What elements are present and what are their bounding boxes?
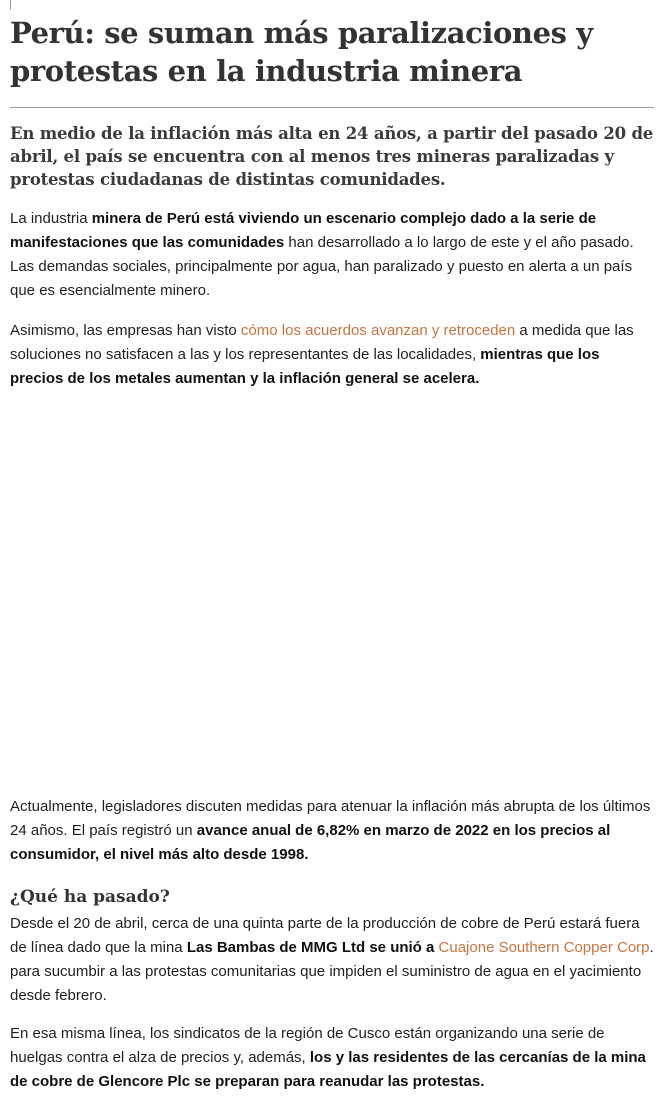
article-lead: En medio de la inflación más alta en 24 años, a partir del pasado 20 de abril, el país se encuentra con al menos tres mineras paralizadas y protestas ciudadanas de distintas comunidades. (10, 124, 654, 189)
paragraph-1-text-b: han desarrollado a lo largo de este y el año pasado. Las demandas sociales, principalmente por agua, han paralizado y puesto en alerta a un país que es esencialmente minero. (10, 234, 634, 299)
paragraph-1-bold: minera de Perú está viviendo un escenario complejo dado a la serie de manifestaciones que las comunidades (10, 210, 597, 251)
top-divider-tick (10, 0, 11, 10)
section-heading: ¿Qué ha pasado? (10, 887, 170, 907)
article-title: Perú: se suman más paralizaciones y protestas en la industria minera (10, 16, 593, 88)
paragraph-1-text-a: La industria (10, 210, 92, 227)
embedded-media-placeholder (10, 391, 654, 795)
paragraph-2-bold: mientras que los precios de los metales aumentan y la inflación general se acelera. (10, 346, 600, 387)
paragraph-2-text-a: Asimismo, las empresas han visto (10, 322, 241, 339)
paragraph-4-text-a: Desde el 20 de abril, cerca de una quinta parte de la producción de cobre de Perú estará fuera de línea dado que la mina (10, 915, 640, 956)
title-divider (10, 107, 654, 108)
article (10, 0, 654, 1094)
paragraph-2 (10, 319, 654, 391)
paragraph-4-text-b: . para sucumbir a las protestas comunitarias que impiden el suministro de agua en el yacimiento desde febrero. (10, 939, 654, 1004)
paragraph-5 (10, 1022, 654, 1094)
paragraph-4-bold: Las Bambas de MMG Ltd se unió a (186, 939, 439, 956)
paragraph-1 (10, 207, 654, 303)
paragraph-4 (10, 912, 654, 1008)
cuajone-link[interactable]: Cuajone Southern Copper Corp (438, 939, 650, 956)
paragraph-5-text-a: En esa misma línea, los sindicatos de la región de Cusco están organizando una serie de huelgas contra el alza de precios y, además, (10, 1025, 605, 1066)
paragraph-3-text-a: Actualmente, legisladores discuten medidas para atenuar la inflación más abrupta de los últimos 24 años. El país registró un (10, 798, 651, 839)
paragraph-5-bold: los y las residentes de las cercanías de la mina de cobre de Glencore Plc se preparan para reanudar las protestas. (10, 1049, 646, 1090)
paragraph-3-bold: avance anual de 6,82% en marzo de 2022 en los precios al consumidor, el nivel más alto desde 1998. (10, 822, 611, 863)
paragraph-3 (10, 795, 654, 867)
paragraph-2-text-b: a medida que las soluciones no satisfacen a las y los representantes de las localidades, (10, 322, 634, 363)
agreements-link[interactable]: cómo los acuerdos avanzan y retroceden (240, 322, 516, 339)
